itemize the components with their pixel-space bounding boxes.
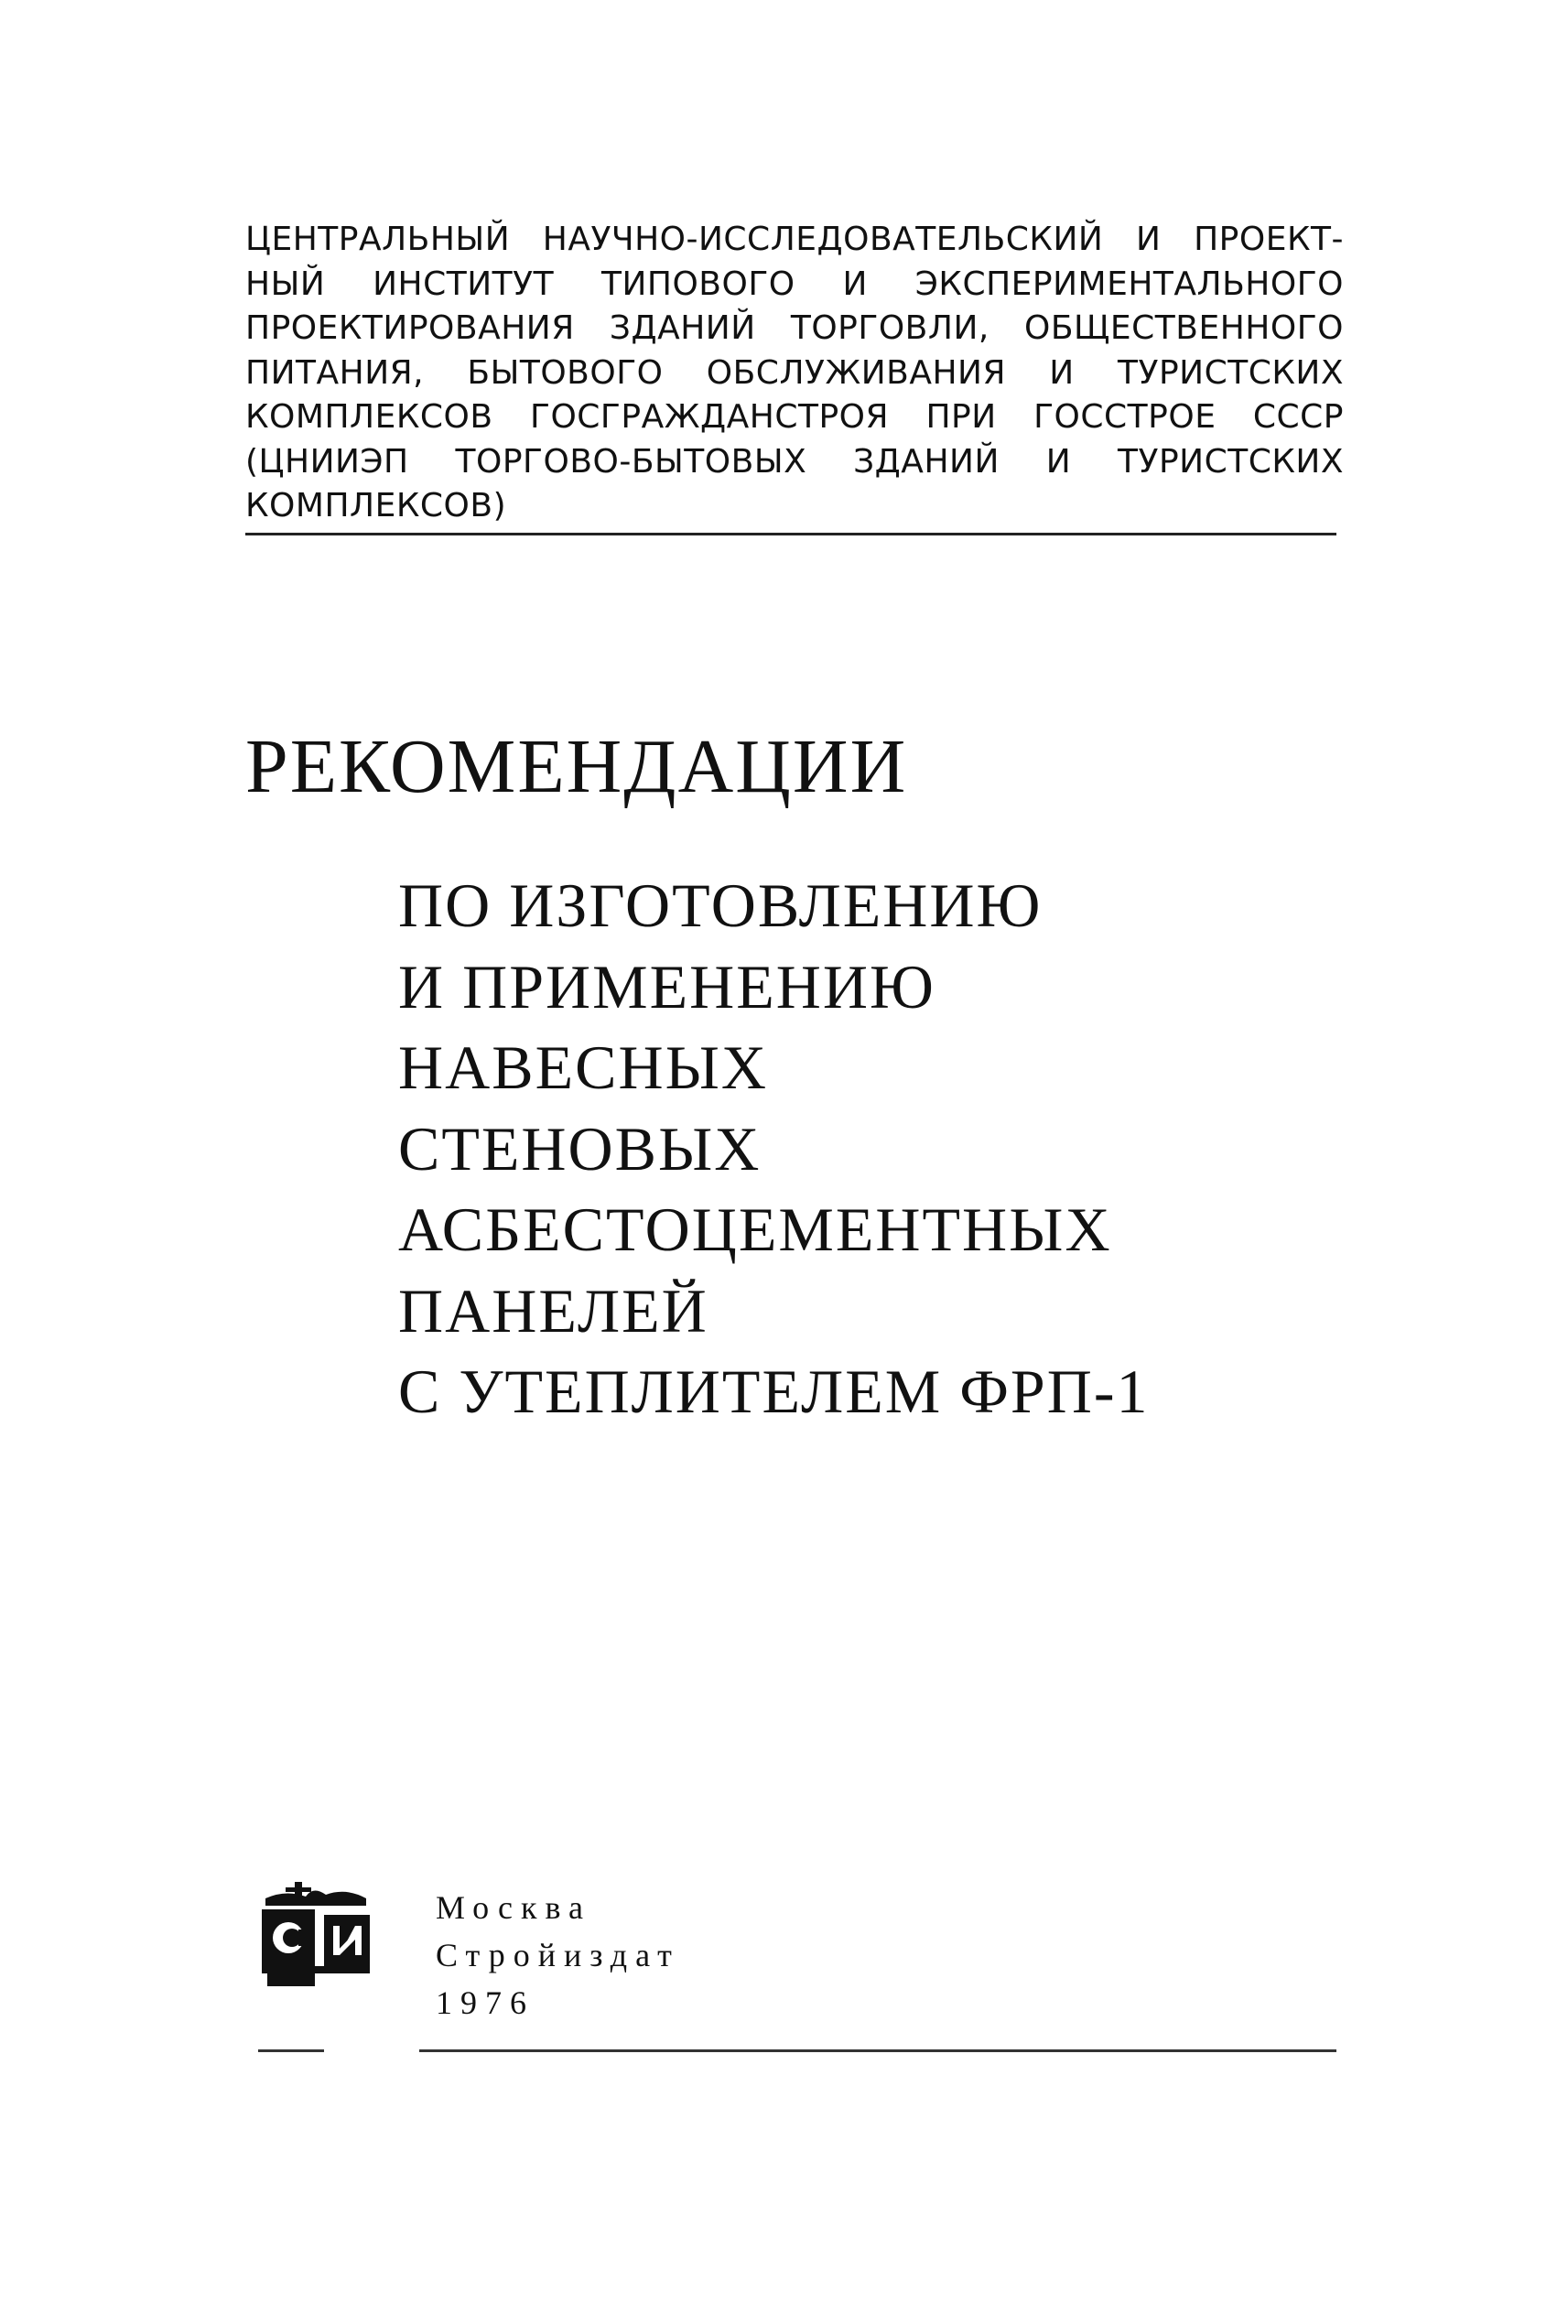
institution-line: НЫЙ ИНСТИТУТ ТИПОВОГО И ЭКСПЕРИМЕНТАЛЬНОГО	[245, 265, 1344, 303]
subtitle-line: НАВЕСНЫХ	[398, 1032, 768, 1102]
footer-divider	[419, 2049, 1336, 2052]
institution-line: КОМПЛЕКСОВ ГОСГРАЖДАНСТРОЯ ПРИ ГОССТРОЕ СССР	[245, 398, 1344, 436]
publisher-city: Москва	[436, 1889, 591, 1926]
subtitle-line: СТЕНОВЫХ	[398, 1113, 762, 1184]
subtitle-line: АСБЕСТОЦЕМЕНТНЫХ	[398, 1194, 1112, 1264]
institution-line: ПИТАНИЯ, БЫТОВОГО ОБСЛУЖИВАНИЯ И ТУРИСТСКИХ	[245, 353, 1344, 392]
footer-divider-short	[258, 2049, 324, 2052]
subtitle-line: ПО ИЗГОТОВЛЕНИЮ	[398, 870, 1043, 940]
publication-year: 1976	[436, 1984, 535, 2021]
header-divider	[245, 533, 1336, 535]
document-subtitle	[398, 865, 1150, 1432]
institution-line: КОМПЛЕКСОВ)	[245, 487, 507, 524]
subtitle-line: С УТЕПЛИТЕЛЕМ ФРП-1	[398, 1357, 1150, 1426]
institution-header	[245, 218, 1344, 529]
institution-line: (ЦНИИЭП ТОРГОВО-БЫТОВЫХ ЗДАНИЙ И ТУРИСТСКИХ	[245, 442, 1344, 481]
publisher-imprint	[436, 1884, 680, 2027]
subtitle-line: ПАНЕЛЕЙ	[398, 1275, 708, 1346]
institution-line: ПРОЕКТИРОВАНИЯ ЗДАНИЙ ТОРГОВЛИ, ОБЩЕСТВЕННОГО	[245, 309, 1344, 347]
subtitle-line: И ПРИМЕНЕНИЮ	[398, 951, 935, 1021]
publisher-name: Стройиздат	[436, 1937, 680, 1973]
institution-line: ЦЕНТРАЛЬНЫЙ НАУЧНО-ИССЛЕДОВАТЕЛЬСКИЙ И ПРОЕКТ-	[245, 221, 1344, 258]
stroyizdat-logo-icon	[258, 1878, 377, 1988]
document-title: РЕКОМЕНДАЦИИ	[245, 724, 908, 809]
